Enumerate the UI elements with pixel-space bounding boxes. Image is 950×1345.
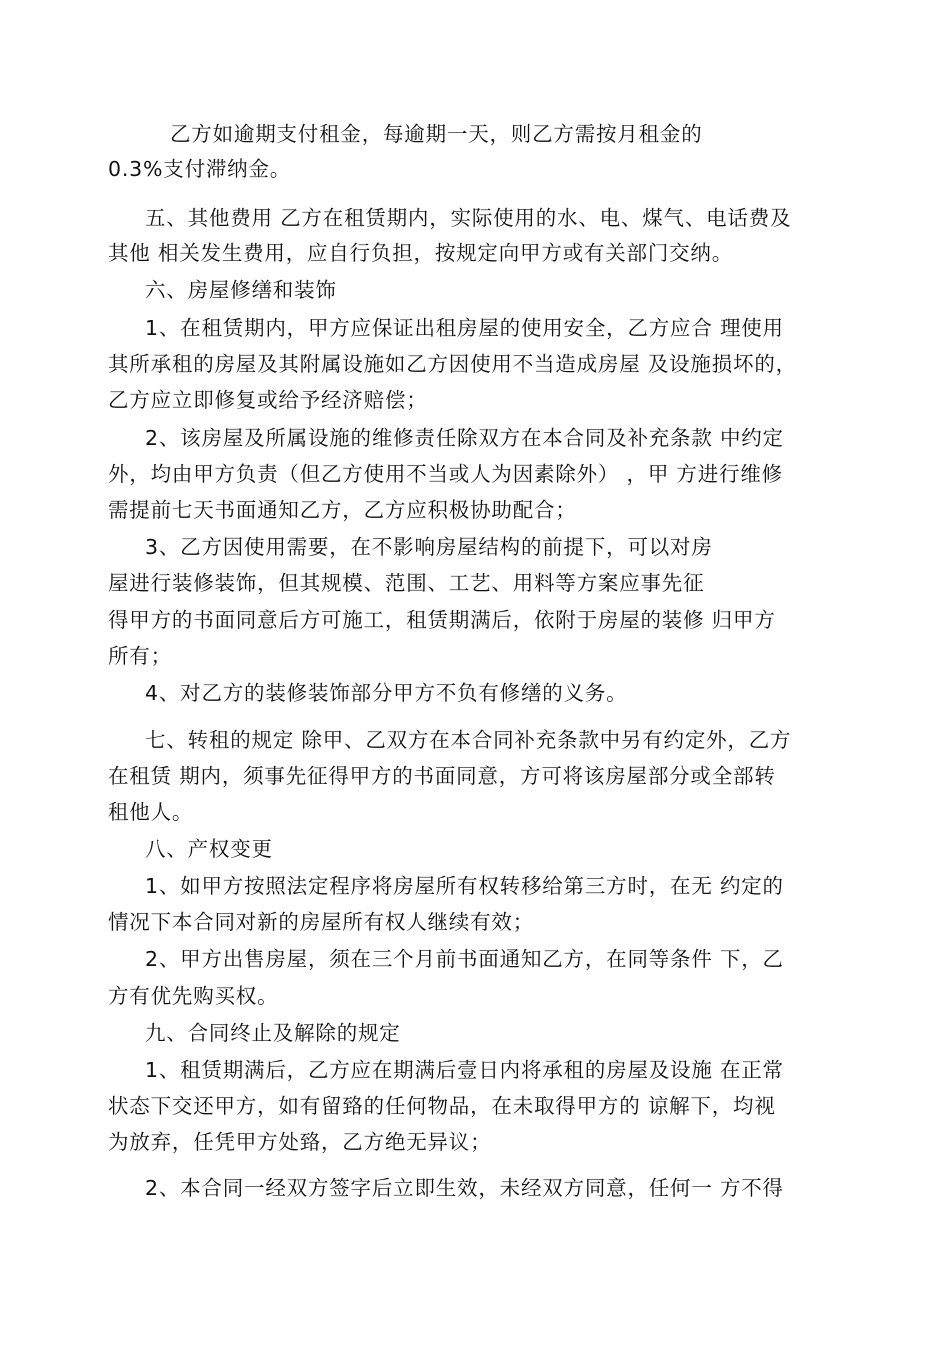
paragraph-line: 0.3%支付滞纳金。 (108, 157, 292, 181)
paragraph-line: 4、对乙方的装修装饰部分甲方不负有修缮的义务。 (145, 681, 628, 705)
paragraph-line: 租他人。 (108, 800, 194, 824)
paragraph-line: 其他 相关发生费用，应自行负担，按规定向甲方或有关部门交纳。 (108, 241, 734, 265)
paragraph-line: 为放弃，任凭甲方处臵，乙方绝无异议； (108, 1130, 492, 1154)
paragraph-line: 1、如甲方按照法定程序将房屋所有权转移给第三方时，在无 约定的 (145, 874, 784, 898)
paragraph-line: 屋进行装修装饰，但其规模、范围、工艺、用料等方案应事先征 (108, 571, 705, 595)
paragraph-line: 乙方应立即修复或给予经济赔偿； (108, 388, 428, 412)
section-heading: 六、房屋修缮和装饰 (145, 278, 337, 302)
paragraph-line: 在租赁 期内，须事先征得甲方的书面同意，方可将该房屋部分或全部转 (108, 764, 776, 788)
paragraph-line: 外，均由甲方负责（但乙方使用不当或人为因素除外） ，甲 方进行维修 (108, 462, 783, 486)
paragraph-line: 需提前七天书面通知乙方，乙方应积极协助配合； (108, 498, 577, 522)
paragraph-line: 情况下本合同对新的房屋所有权人继续有效； (108, 910, 534, 934)
section-heading: 九、合同终止及解除的规定 (145, 1021, 401, 1045)
paragraph-line: 方有优先购买权。 (108, 984, 279, 1008)
section-heading-line: 五、其他费用 乙方在租赁期内，实际使用的水、电、煤气、电话费及 (145, 206, 792, 230)
paragraph-line: 3、乙方因使用需要，在不影响房屋结构的前提下，可以对房 (145, 535, 713, 559)
section-heading: 八、产权变更 (145, 837, 273, 861)
section-heading-line: 七、转租的规定 除甲、乙双方在本合同补充条款中另有约定外，乙方 (145, 728, 792, 752)
paragraph-line: 其所承租的房屋及其附属设施如乙方因使用不当造成房屋 及设施损坏的， (108, 352, 797, 376)
paragraph-line: 1、租赁期满后，乙方应在期满后壹日内将承租的房屋及设施 在正常 (145, 1058, 784, 1082)
paragraph-line: 2、本合同一经双方签字后立即生效，未经双方同意，任何一 方不得 (145, 1176, 784, 1200)
paragraph-line: 所有； (108, 644, 172, 668)
paragraph-line: 2、该房屋及所属设施的维修责任除双方在本合同及补充条款 中约定 (145, 426, 784, 450)
paragraph-line: 乙方如逾期支付租金，每逾期一天，则乙方需按月租金的 (170, 122, 703, 146)
paragraph-line: 得甲方的书面同意后方可施工，租赁期满后，依附于房屋的装修 归甲方 (108, 608, 776, 632)
paragraph-line: 状态下交还甲方，如有留臵的任何物品，在未取得甲方的 谅解下，均视 (108, 1094, 776, 1118)
paragraph-line: 2、甲方出售房屋，须在三个月前书面通知乙方，在同等条件 下，乙 (145, 947, 784, 971)
paragraph-line: 1、在租赁期内，甲方应保证出租房屋的使用安全，乙方应合 理使用 (145, 316, 784, 340)
